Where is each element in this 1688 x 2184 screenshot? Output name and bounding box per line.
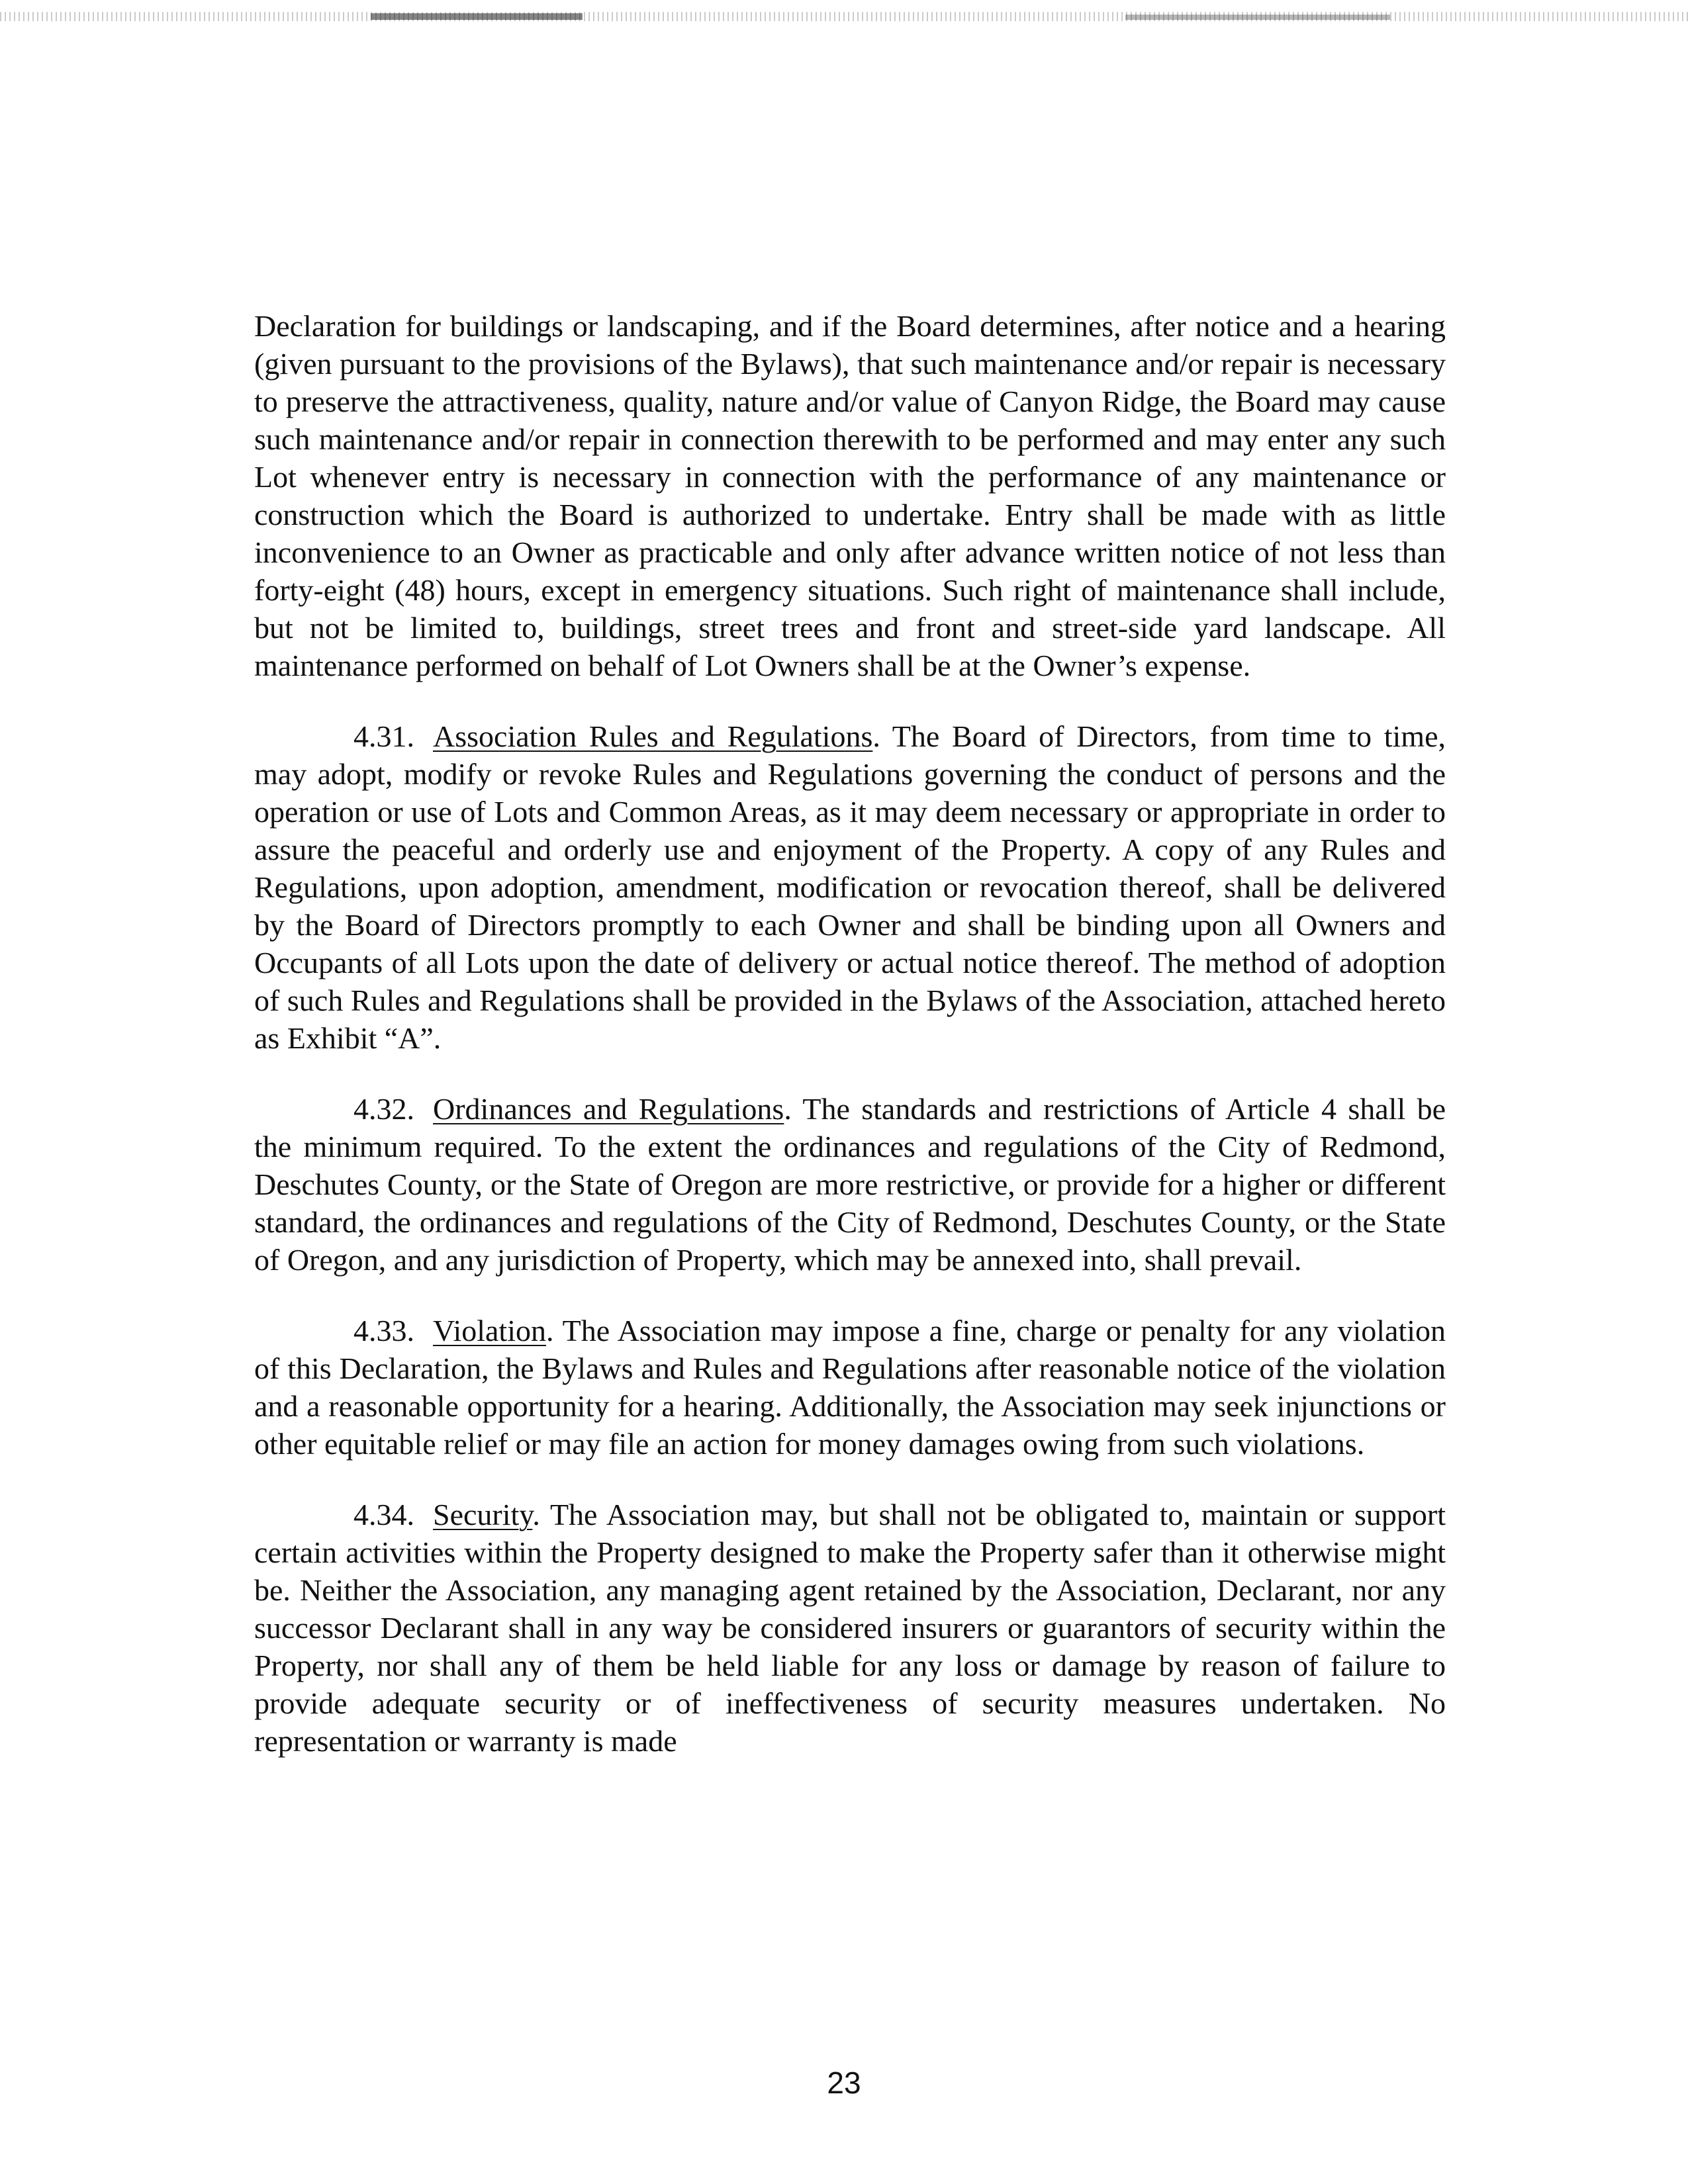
- document-body: [254, 307, 1446, 1793]
- paragraph-text: Declaration for buildings or landscaping, and if the Board determines, after notice and a hearing (given pursuant to the provisions of the Bylaws), that such maintenance and/or repair is necessary to preserve the attractiveness, quality, nature and/or value of Canyon Ridge, the Board may cause such maintenance and/or repair in connection therewith to be performed and may enter any such Lot whenever entry is necessary in connection with the performance of any maintenance or construction which the Board is authorized to undertake. Entry shall be made with as little inconvenience to an Owner as practicable and only after advance written notice of not less than forty-eight (48) hours, except in emergency situations. Such right of maintenance shall include, but not be limited to, buildings, street trees and front and street-side yard landscape. All maintenance performed on behalf of Lot Owners shall be at the Owner’s expense.: [254, 309, 1446, 682]
- section-text: . The standards and restrictions of Article 4 shall be the minimum required. To the extent the ordinances and regulations of the City of Redmond, Deschutes County, or the State of Oregon are more restrictive, or provide for a higher or different standard, the ordinances and regulations of the City of Redmond, Deschutes County, or the State of Oregon, and any jurisdiction of Property, which may be annexed into, shall prevail.: [254, 1092, 1446, 1277]
- section-title: Ordinances and Regulations: [433, 1092, 784, 1126]
- section-number: 4.33.: [353, 1314, 414, 1347]
- section-text: . The Board of Directors, from time to time, may adopt, modify or revoke Rules and Regulations governing the conduct of persons and the operation or use of Lots and Common Areas, as it may deem necessary or appropriate in order to assure the peaceful and orderly use and enjoyment of the Property. A copy of any Rules and Regulations, upon adoption, amendment, modification or revocation thereof, shall be delivered by the Board of Directors promptly to each Owner and shall be binding upon all Owners and Occupants of all Lots upon the date of delivery or actual notice thereof. The method of adoption of such Rules and Regulations shall be provided in the Bylaws of the Association, attached hereto as Exhibit “A”.: [254, 719, 1446, 1055]
- paragraph-continuation: [254, 307, 1446, 684]
- section-number: 4.32.: [353, 1092, 414, 1126]
- scan-artifact-strip: [0, 12, 1688, 21]
- page-number: 23: [827, 2066, 861, 2100]
- section-4-31: [254, 717, 1446, 1057]
- section-number: 4.31.: [353, 719, 414, 753]
- section-4-33: [254, 1312, 1446, 1463]
- section-4-34: [254, 1496, 1446, 1760]
- section-text: . The Association may impose a fine, charge or penalty for any violation of this Declaration, the Bylaws and Rules and Regulations after reasonable notice of the violation and a reasonable opportunity for a hearing. Additionally, the Association may seek injunctions or other equitable relief or may file an action for money damages owing from such violations.: [254, 1314, 1446, 1461]
- section-4-32: [254, 1090, 1446, 1279]
- scan-artifact-mark: [371, 13, 583, 20]
- section-text: . The Association may, but shall not be obligated to, maintain or support certain activities within the Property designed to make the Property safer than it otherwise might be. Neither the Association, any managing agent retained by the Association, Declarant, nor any successor Declarant shall in any way be considered insurers or guarantors of security within the Property, nor shall any of them be held liable for any loss or damage by reason of failure to provide adequate security or of ineffectiveness of security measures undertaken. No representation or warranty is made: [254, 1498, 1446, 1758]
- section-title: Security: [433, 1498, 533, 1531]
- section-number: 4.34.: [353, 1498, 414, 1531]
- scan-artifact-mark: [1125, 15, 1390, 20]
- section-title: Violation: [433, 1314, 546, 1347]
- section-title: Association Rules and Regulations: [433, 719, 873, 753]
